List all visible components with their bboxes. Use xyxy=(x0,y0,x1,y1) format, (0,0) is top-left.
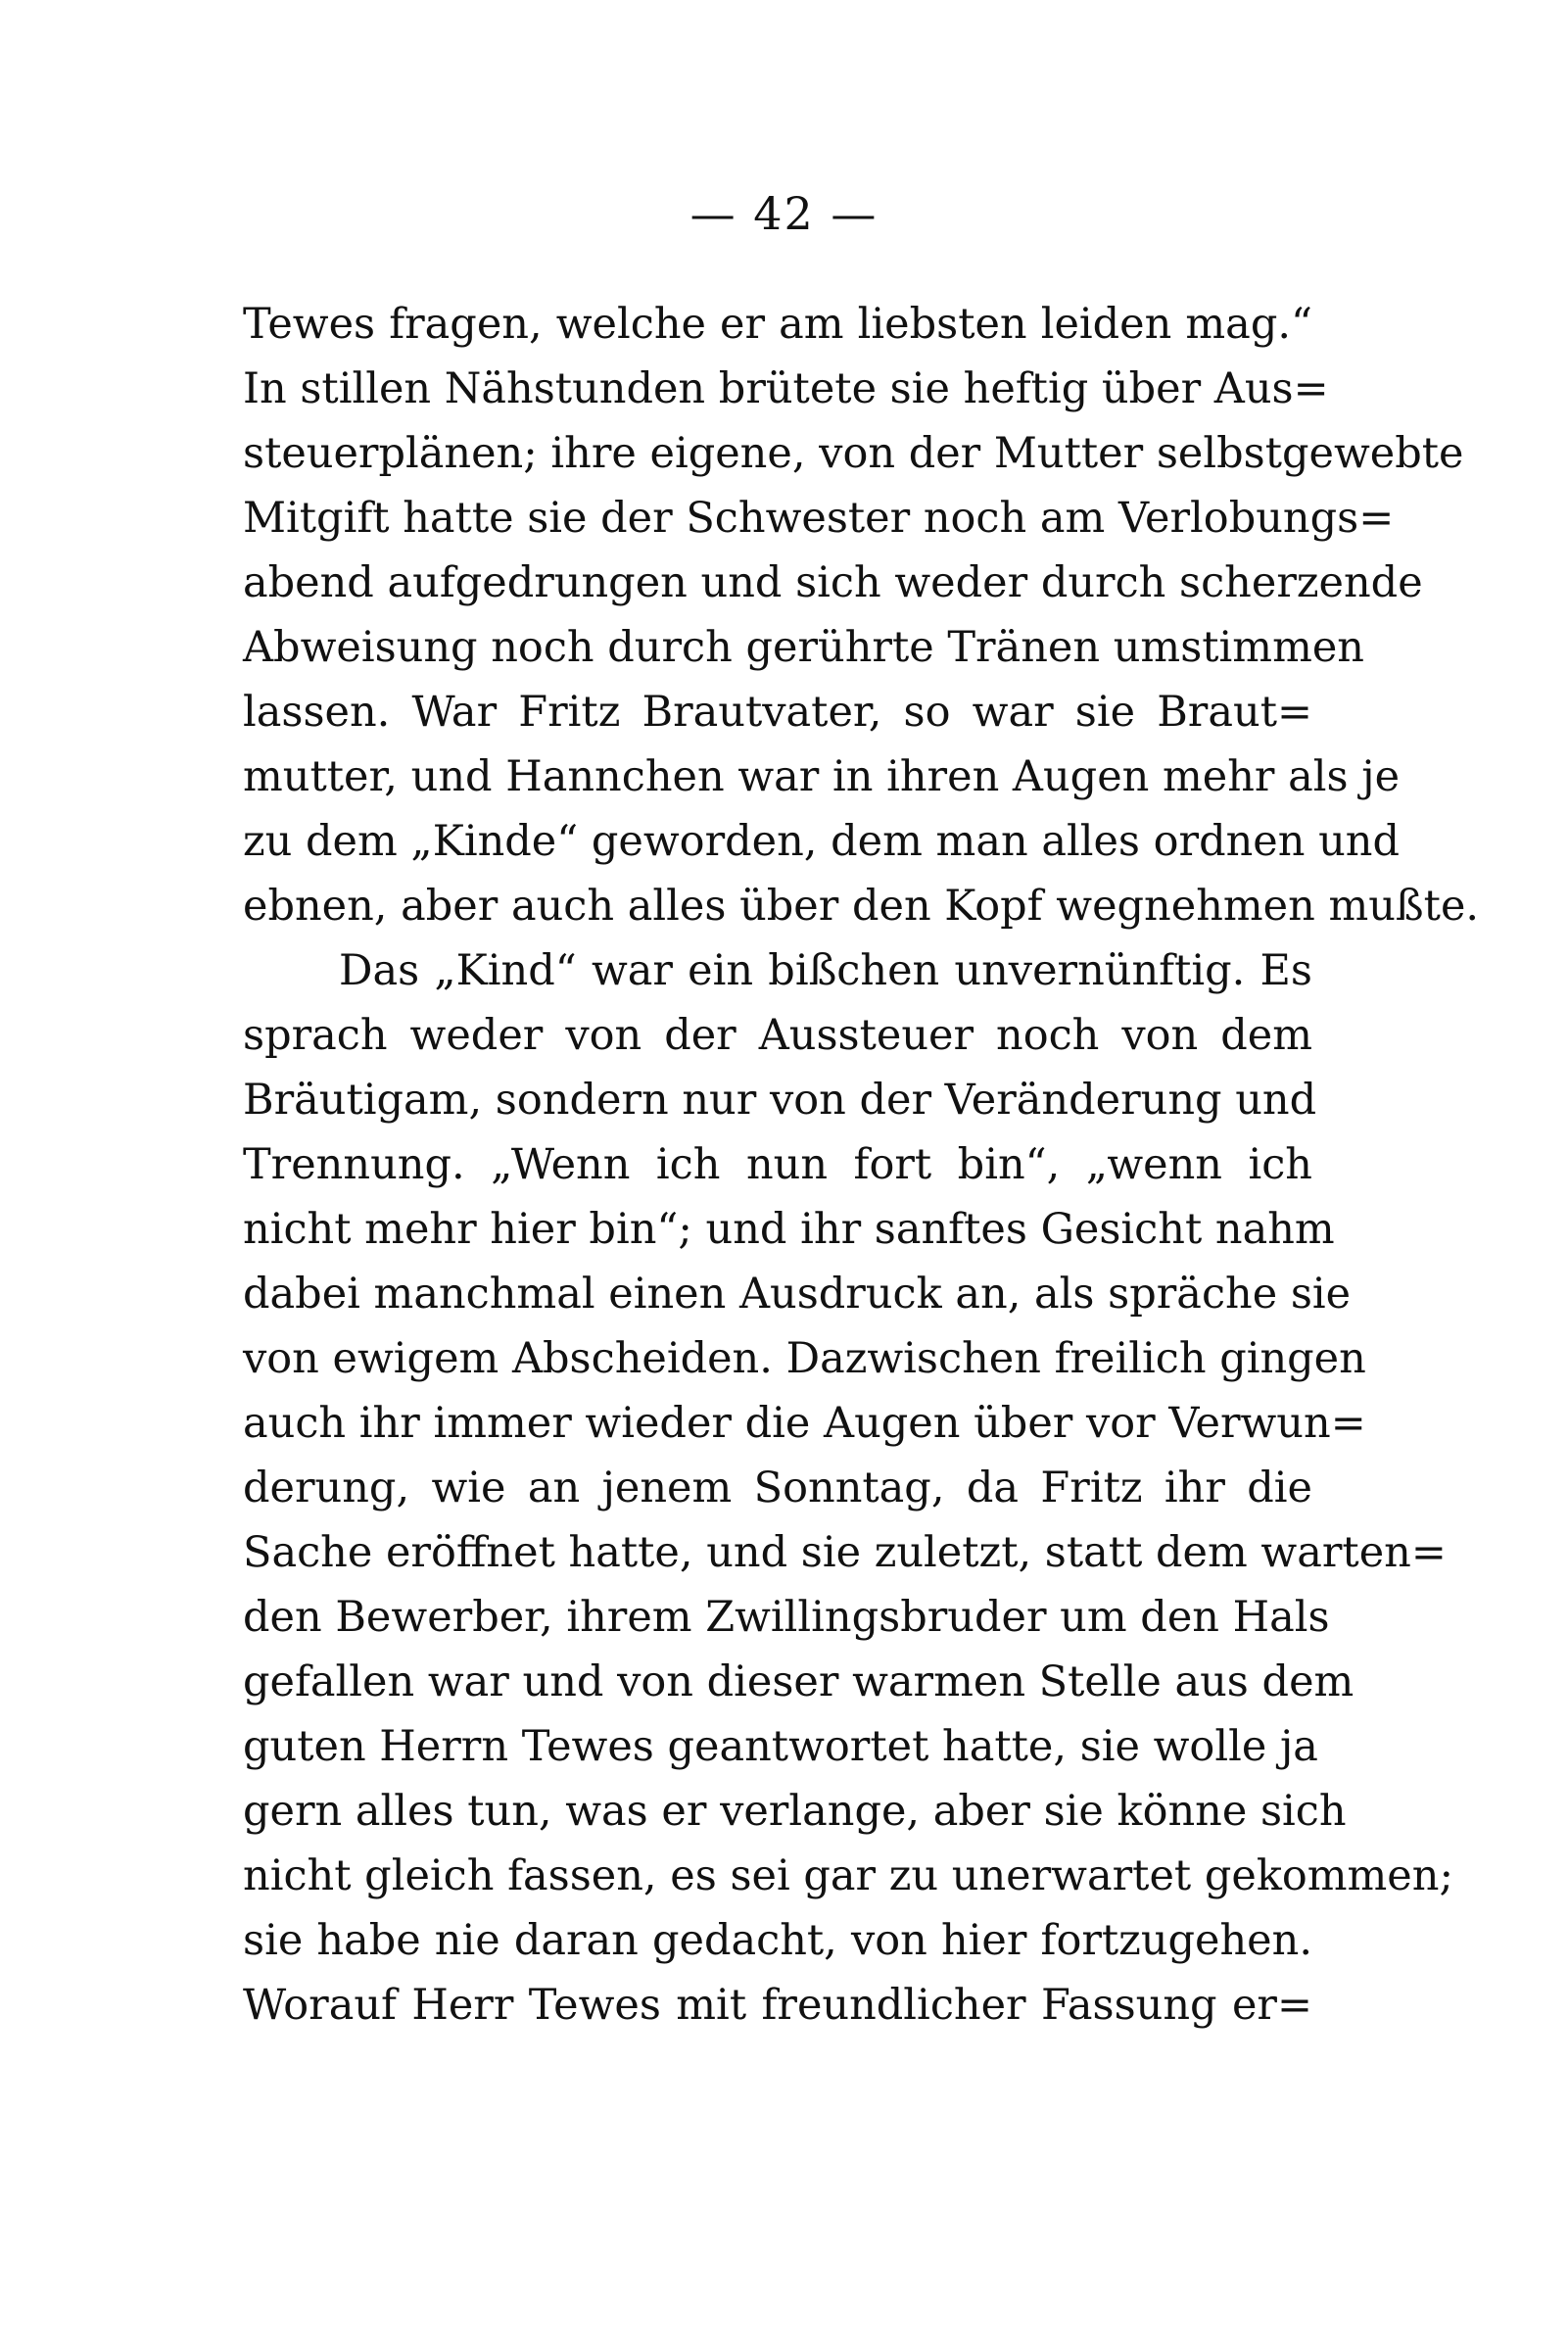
text-line: nicht gleich fassen, es sei gar zu unerwartet gekommen; xyxy=(243,1851,1453,1900)
text-line: nicht mehr hier bin“; und ihr sanftes Gesicht nahm xyxy=(243,1205,1335,1254)
paragraph-1 xyxy=(243,292,1480,938)
paragraph-2 xyxy=(243,938,1453,2038)
body-text xyxy=(243,292,1480,2038)
text-line: Worauf Herr Tewes mit freundlicher Fassung er= xyxy=(243,1981,1312,2030)
text-line: Mitgift hatte sie der Schwester noch am Verlobungs= xyxy=(243,494,1395,543)
text-line: ebnen, aber auch alles über den Kopf wegnehmen mußte. xyxy=(243,882,1480,931)
text-line: Abweisung noch durch gerührte Tränen umstimmen xyxy=(243,623,1364,672)
text-line: steuerplänen; ihre eigene, von der Mutter selbstgewebte xyxy=(243,429,1464,478)
text-line: sie habe nie daran gedacht, von hier fortzugehen. xyxy=(243,1916,1312,1965)
text-line: Tewes fragen, welche er am liebsten leiden mag.“ xyxy=(243,300,1312,349)
text-line: abend aufgedrungen und sich weder durch scherzende xyxy=(243,558,1423,607)
text-line: guten Herrn Tewes geantwortet hatte, sie wolle ja xyxy=(243,1722,1318,1771)
page-number: — 42 — xyxy=(689,187,879,240)
text-line: derung, wie an jenem Sonntag, da Fritz ihr die xyxy=(243,1464,1312,1512)
text-line: gefallen war und von dieser warmen Stelle aus dem xyxy=(243,1657,1354,1706)
text-line: den Bewerber, ihrem Zwillingsbruder um den Hals xyxy=(243,1593,1330,1642)
text-line: lassen. War Fritz Brautvater, so war sie Braut= xyxy=(243,688,1312,737)
text-line: dabei manchmal einen Ausdruck an, als spräche sie xyxy=(243,1270,1352,1319)
text-line: sprach weder von der Aussteuer noch von dem xyxy=(243,1011,1312,1060)
text-line: Sache eröffnet hatte, und sie zuletzt, statt dem warten= xyxy=(243,1528,1447,1577)
text-line: gern alles tun, was er verlange, aber sie könne sich xyxy=(243,1787,1347,1836)
text-line: Trennung. „Wenn ich nun fort bin“, „wenn ich xyxy=(243,1140,1312,1189)
text-line: auch ihr immer wieder die Augen über vor Verwun= xyxy=(243,1399,1366,1448)
text-line: zu dem „Kinde“ geworden, dem man alles ordnen und xyxy=(243,817,1401,866)
text-line: Bräutigam, sondern nur von der Veränderung und xyxy=(243,1076,1317,1125)
text-line: Das „Kind“ war ein bißchen unvernünftig. Es xyxy=(339,946,1312,995)
text-line: mutter, und Hannchen war in ihren Augen mehr als je xyxy=(243,752,1401,801)
text-line: von ewigem Abscheiden. Dazwischen freilich gingen xyxy=(243,1334,1366,1383)
text-line: In stillen Nähstunden brütete sie heftig über Aus= xyxy=(243,364,1329,413)
